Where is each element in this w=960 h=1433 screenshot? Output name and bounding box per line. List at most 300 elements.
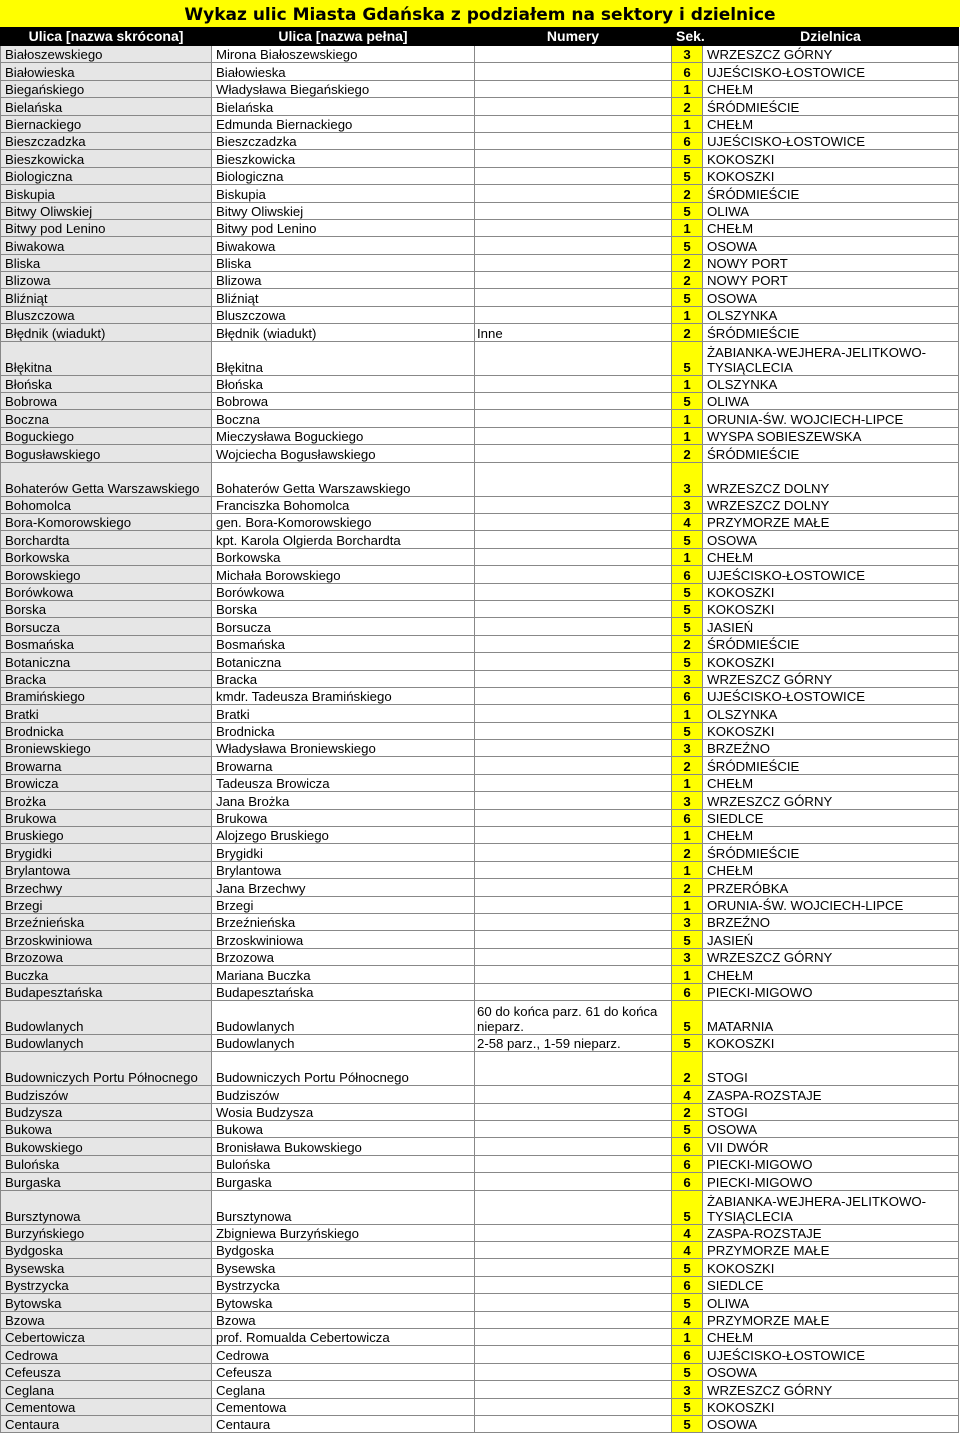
short-name-cell: Borkowska xyxy=(1,548,212,565)
short-name-cell: Bogusławskiego xyxy=(1,445,212,462)
full-name-cell: Białowieska xyxy=(212,63,475,80)
numbers-cell xyxy=(475,583,672,600)
full-name-cell: Brzoskwiniowa xyxy=(212,931,475,948)
full-name-cell: Borska xyxy=(212,600,475,617)
table-row xyxy=(1,375,959,392)
sector-cell: 4 xyxy=(672,1224,703,1241)
district-cell: CHEŁM xyxy=(703,966,959,983)
table-row xyxy=(1,931,959,948)
numbers-cell xyxy=(475,1381,672,1398)
short-name-cell: Biologiczna xyxy=(1,167,212,184)
sector-cell: 5 xyxy=(672,289,703,306)
table-row xyxy=(1,132,959,149)
district-cell: ŚRÓDMIEŚCIE xyxy=(703,98,959,115)
sector-cell: 6 xyxy=(672,1155,703,1172)
district-cell: ŚRÓDMIEŚCIE xyxy=(703,445,959,462)
numbers-cell xyxy=(475,1224,672,1241)
sector-cell: 5 xyxy=(672,653,703,670)
sector-cell: 1 xyxy=(672,410,703,427)
sector-cell: 2 xyxy=(672,757,703,774)
short-name-cell: Botaniczna xyxy=(1,653,212,670)
sector-cell: 1 xyxy=(672,1329,703,1346)
table-row xyxy=(1,115,959,132)
full-name-cell: Brylantowa xyxy=(212,861,475,878)
district-cell: JASIEŃ xyxy=(703,618,959,635)
full-name-cell: Bronisława Bukowskiego xyxy=(212,1138,475,1155)
full-name-cell: Bliska xyxy=(212,254,475,271)
sector-cell: 6 xyxy=(672,1346,703,1363)
sector-cell: 5 xyxy=(672,1398,703,1415)
district-cell: OSOWA xyxy=(703,1415,959,1432)
table-row xyxy=(1,1190,959,1224)
numbers-cell xyxy=(475,948,672,965)
sector-cell: 2 xyxy=(672,185,703,202)
district-cell: NOWY PORT xyxy=(703,272,959,289)
short-name-cell: Bieszkowicka xyxy=(1,150,212,167)
sector-cell: 1 xyxy=(672,705,703,722)
sector-cell: 2 xyxy=(672,324,703,341)
numbers-cell xyxy=(475,289,672,306)
table-row xyxy=(1,913,959,930)
table-row xyxy=(1,1381,959,1398)
numbers-cell xyxy=(475,966,672,983)
full-name-cell: gen. Bora-Komorowskiego xyxy=(212,513,475,530)
full-name-cell: Jana Brożka xyxy=(212,792,475,809)
sector-cell: 3 xyxy=(672,496,703,513)
sector-cell: 2 xyxy=(672,1052,703,1086)
district-cell: ŚRÓDMIEŚCIE xyxy=(703,757,959,774)
short-name-cell: Bora-Komorowskiego xyxy=(1,513,212,530)
full-name-cell: Błękitna xyxy=(212,341,475,375)
numbers-cell xyxy=(475,913,672,930)
short-name-cell: Bzowa xyxy=(1,1311,212,1328)
sector-cell: 6 xyxy=(672,1138,703,1155)
table-row xyxy=(1,566,959,583)
table-row xyxy=(1,445,959,462)
sector-cell: 6 xyxy=(672,63,703,80)
table-row xyxy=(1,1173,959,1190)
short-name-cell: Bramińskiego xyxy=(1,687,212,704)
numbers-cell xyxy=(475,185,672,202)
full-name-cell: Bliźniąt xyxy=(212,289,475,306)
sector-cell: 5 xyxy=(672,618,703,635)
full-name-cell: Botaniczna xyxy=(212,653,475,670)
district-cell: ŻABIANKA-WEJHERA-JELITKOWO-TYSIĄCLECIA xyxy=(703,1190,959,1224)
table-row xyxy=(1,757,959,774)
short-name-cell: Bukowskiego xyxy=(1,1138,212,1155)
full-name-cell: Bydgoska xyxy=(212,1242,475,1259)
district-cell: VII DWÓR xyxy=(703,1138,959,1155)
numbers-cell xyxy=(475,1121,672,1138)
numbers-cell xyxy=(475,618,672,635)
numbers-cell xyxy=(475,1052,672,1086)
sector-cell: 3 xyxy=(672,462,703,496)
district-cell: ZASPA-ROZSTAJE xyxy=(703,1224,959,1241)
numbers-cell xyxy=(475,722,672,739)
district-cell: KOKOSZKI xyxy=(703,1259,959,1276)
full-name-cell: Blizowa xyxy=(212,272,475,289)
short-name-cell: Bracka xyxy=(1,670,212,687)
full-name-cell: Brygidki xyxy=(212,844,475,861)
district-cell: ORUNIA-ŚW. WOJCIECH-LIPCE xyxy=(703,410,959,427)
numbers-cell xyxy=(475,896,672,913)
district-cell: UJEŚCISKO-ŁOSTOWICE xyxy=(703,566,959,583)
table-row xyxy=(1,1259,959,1276)
table-row xyxy=(1,324,959,341)
district-cell: ŻABIANKA-WEJHERA-JELITKOWO-TYSIĄCLECIA xyxy=(703,341,959,375)
district-cell: STOGI xyxy=(703,1103,959,1120)
numbers-cell xyxy=(475,462,672,496)
sector-cell: 1 xyxy=(672,115,703,132)
district-cell: CHEŁM xyxy=(703,827,959,844)
district-cell: KOKOSZKI xyxy=(703,583,959,600)
short-name-cell: Blizowa xyxy=(1,272,212,289)
table-row xyxy=(1,1363,959,1380)
numbers-cell xyxy=(475,1173,672,1190)
numbers-cell xyxy=(475,1190,672,1224)
district-cell: ZASPA-ROZSTAJE xyxy=(703,1086,959,1103)
short-name-cell: Boczna xyxy=(1,410,212,427)
district-cell: BRZEŹNO xyxy=(703,740,959,757)
short-name-cell: Bydgoska xyxy=(1,1242,212,1259)
table-row xyxy=(1,306,959,323)
sector-cell: 1 xyxy=(672,80,703,97)
sector-cell: 6 xyxy=(672,566,703,583)
short-name-cell: Bytowska xyxy=(1,1294,212,1311)
short-name-cell: Brygidki xyxy=(1,844,212,861)
table-row xyxy=(1,618,959,635)
short-name-cell: Bruskiego xyxy=(1,827,212,844)
table-row xyxy=(1,185,959,202)
district-cell: PRZERÓBKA xyxy=(703,879,959,896)
sector-cell: 3 xyxy=(672,740,703,757)
sector-cell: 5 xyxy=(672,1000,703,1034)
table-row xyxy=(1,254,959,271)
sector-cell: 6 xyxy=(672,1173,703,1190)
full-name-cell: Biskupia xyxy=(212,185,475,202)
short-name-cell: Browarna xyxy=(1,757,212,774)
short-name-cell: Budapesztańska xyxy=(1,983,212,1000)
district-cell: OSOWA xyxy=(703,289,959,306)
full-name-cell: Bobrowa xyxy=(212,393,475,410)
full-name-cell: Borkowska xyxy=(212,548,475,565)
full-name-cell: Borówkowa xyxy=(212,583,475,600)
sector-cell: 4 xyxy=(672,513,703,530)
numbers-cell xyxy=(475,1242,672,1259)
full-name-cell: Bitwy Oliwskiej xyxy=(212,202,475,219)
full-name-cell: Burgaska xyxy=(212,1173,475,1190)
sector-cell: 5 xyxy=(672,531,703,548)
short-name-cell: Brukowa xyxy=(1,809,212,826)
full-name-cell: prof. Romualda Cebertowicza xyxy=(212,1329,475,1346)
district-cell: STOGI xyxy=(703,1052,959,1086)
numbers-cell xyxy=(475,1346,672,1363)
numbers-cell xyxy=(475,1103,672,1120)
district-cell: UJEŚCISKO-ŁOSTOWICE xyxy=(703,687,959,704)
short-name-cell: Bohaterów Getta Warszawskiego xyxy=(1,462,212,496)
short-name-cell: Biskupia xyxy=(1,185,212,202)
numbers-cell xyxy=(475,1138,672,1155)
short-name-cell: Białoszewskiego xyxy=(1,46,212,63)
table-row xyxy=(1,879,959,896)
short-name-cell: Burgaska xyxy=(1,1173,212,1190)
short-name-cell: Browicza xyxy=(1,774,212,791)
table-row xyxy=(1,393,959,410)
sector-cell: 1 xyxy=(672,375,703,392)
district-cell: KOKOSZKI xyxy=(703,653,959,670)
short-name-cell: Biwakowa xyxy=(1,237,212,254)
full-name-cell: Cementowa xyxy=(212,1398,475,1415)
table-row xyxy=(1,1242,959,1259)
district-cell: ŚRÓDMIEŚCIE xyxy=(703,185,959,202)
short-name-cell: Bohomolca xyxy=(1,496,212,513)
numbers-cell xyxy=(475,272,672,289)
numbers-cell xyxy=(475,341,672,375)
full-name-cell: Bratki xyxy=(212,705,475,722)
sector-cell: 5 xyxy=(672,237,703,254)
full-name-cell: Budziszów xyxy=(212,1086,475,1103)
full-name-cell: Bitwy pod Lenino xyxy=(212,219,475,236)
district-cell: KOKOSZKI xyxy=(703,722,959,739)
full-name-cell: Jana Brzechwy xyxy=(212,879,475,896)
table-row xyxy=(1,583,959,600)
table-row xyxy=(1,1103,959,1120)
district-cell: KOKOSZKI xyxy=(703,167,959,184)
header-numbers: Numery xyxy=(475,28,672,46)
sector-cell: 5 xyxy=(672,1121,703,1138)
short-name-cell: Bitwy Oliwskiej xyxy=(1,202,212,219)
sector-cell: 3 xyxy=(672,948,703,965)
sector-cell: 5 xyxy=(672,583,703,600)
short-name-cell: Brożka xyxy=(1,792,212,809)
short-name-cell: Brodnicka xyxy=(1,722,212,739)
sector-cell: 1 xyxy=(672,427,703,444)
district-cell: OLIWA xyxy=(703,202,959,219)
sector-cell: 1 xyxy=(672,548,703,565)
district-cell: OSOWA xyxy=(703,1363,959,1380)
sector-cell: 1 xyxy=(672,219,703,236)
full-name-cell: Cedrowa xyxy=(212,1346,475,1363)
short-name-cell: Burzyńskiego xyxy=(1,1224,212,1241)
district-cell: UJEŚCISKO-ŁOSTOWICE xyxy=(703,1346,959,1363)
numbers-cell xyxy=(475,202,672,219)
short-name-cell: Brzozowa xyxy=(1,948,212,965)
header-full-name: Ulica [nazwa pełna] xyxy=(212,28,475,46)
short-name-cell: Budziszów xyxy=(1,1086,212,1103)
short-name-cell: Biernackiego xyxy=(1,115,212,132)
sector-cell: 5 xyxy=(672,1415,703,1432)
table-row xyxy=(1,844,959,861)
numbers-cell xyxy=(475,792,672,809)
district-cell: BRZEŹNO xyxy=(703,913,959,930)
sector-cell: 6 xyxy=(672,809,703,826)
short-name-cell: Borsucza xyxy=(1,618,212,635)
sector-cell: 2 xyxy=(672,445,703,462)
district-cell: ORUNIA-ŚW. WOJCIECH-LIPCE xyxy=(703,896,959,913)
numbers-cell xyxy=(475,983,672,1000)
full-name-cell: Brzeźnieńska xyxy=(212,913,475,930)
table-row xyxy=(1,1415,959,1432)
district-cell: WRZESZCZ GÓRNY xyxy=(703,46,959,63)
district-cell: SIEDLCE xyxy=(703,809,959,826)
table-row xyxy=(1,427,959,444)
numbers-cell xyxy=(475,653,672,670)
district-cell: ŚRÓDMIEŚCIE xyxy=(703,844,959,861)
full-name-cell: Michała Borowskiego xyxy=(212,566,475,583)
table-row xyxy=(1,1086,959,1103)
district-cell: MATARNIA xyxy=(703,1000,959,1034)
sector-cell: 5 xyxy=(672,393,703,410)
sector-cell: 5 xyxy=(672,1259,703,1276)
sector-cell: 1 xyxy=(672,966,703,983)
short-name-cell: Cebertowicza xyxy=(1,1329,212,1346)
district-cell: WRZESZCZ GÓRNY xyxy=(703,792,959,809)
full-name-cell: Tadeusza Browicza xyxy=(212,774,475,791)
full-name-cell: kpt. Karola Olgierda Borchardta xyxy=(212,531,475,548)
numbers-cell xyxy=(475,219,672,236)
full-name-cell: Brzegi xyxy=(212,896,475,913)
table-row xyxy=(1,202,959,219)
numbers-cell xyxy=(475,1398,672,1415)
sector-cell: 5 xyxy=(672,202,703,219)
district-cell: KOKOSZKI xyxy=(703,600,959,617)
table-row xyxy=(1,635,959,652)
sector-cell: 5 xyxy=(672,150,703,167)
full-name-cell: Bukowa xyxy=(212,1121,475,1138)
district-cell: UJEŚCISKO-ŁOSTOWICE xyxy=(703,132,959,149)
short-name-cell: Cedrowa xyxy=(1,1346,212,1363)
district-cell: PIECKI-MIGOWO xyxy=(703,983,959,1000)
table-row xyxy=(1,1398,959,1415)
short-name-cell: Błońska xyxy=(1,375,212,392)
numbers-cell xyxy=(475,393,672,410)
full-name-cell: Biologiczna xyxy=(212,167,475,184)
sector-cell: 5 xyxy=(672,167,703,184)
sector-cell: 3 xyxy=(672,913,703,930)
numbers-cell xyxy=(475,757,672,774)
full-name-cell: Biwakowa xyxy=(212,237,475,254)
numbers-cell xyxy=(475,132,672,149)
numbers-cell xyxy=(475,931,672,948)
district-cell: OSOWA xyxy=(703,1121,959,1138)
table-row xyxy=(1,46,959,63)
short-name-cell: Borówkowa xyxy=(1,583,212,600)
district-cell: CHEŁM xyxy=(703,774,959,791)
full-name-cell: Władysława Biegańskiego xyxy=(212,80,475,97)
short-name-cell: Brzechwy xyxy=(1,879,212,896)
table-row xyxy=(1,983,959,1000)
numbers-cell xyxy=(475,531,672,548)
short-name-cell: Brylantowa xyxy=(1,861,212,878)
sector-cell: 3 xyxy=(672,792,703,809)
table-row xyxy=(1,1346,959,1363)
sector-cell: 3 xyxy=(672,46,703,63)
header-district: Dzielnica xyxy=(703,28,959,46)
table-row xyxy=(1,705,959,722)
full-name-cell: Boczna xyxy=(212,410,475,427)
short-name-cell: Borska xyxy=(1,600,212,617)
table-row xyxy=(1,653,959,670)
numbers-cell: 2-58 parz., 1-59 nieparz. xyxy=(475,1034,672,1051)
numbers-cell xyxy=(475,1363,672,1380)
full-name-cell: Bracka xyxy=(212,670,475,687)
full-name-cell: Brodnicka xyxy=(212,722,475,739)
full-name-cell: Zbigniewa Burzyńskiego xyxy=(212,1224,475,1241)
header-row xyxy=(1,28,959,46)
numbers-cell xyxy=(475,115,672,132)
district-cell: KOKOSZKI xyxy=(703,150,959,167)
table-row xyxy=(1,722,959,739)
short-name-cell: Buczka xyxy=(1,966,212,983)
numbers-cell xyxy=(475,809,672,826)
table-row xyxy=(1,948,959,965)
numbers-cell xyxy=(475,98,672,115)
numbers-cell xyxy=(475,167,672,184)
sector-cell: 3 xyxy=(672,1381,703,1398)
short-name-cell: Bieszczadzka xyxy=(1,132,212,149)
sector-cell: 3 xyxy=(672,670,703,687)
full-name-cell: Edmunda Biernackiego xyxy=(212,115,475,132)
table-row xyxy=(1,1311,959,1328)
district-cell: PRZYMORZE MAŁE xyxy=(703,1311,959,1328)
numbers-cell xyxy=(475,46,672,63)
numbers-cell xyxy=(475,80,672,97)
full-name-cell: Wosia Budzysza xyxy=(212,1103,475,1120)
full-name-cell: Franciszka Bohomolca xyxy=(212,496,475,513)
short-name-cell: Cementowa xyxy=(1,1398,212,1415)
district-cell: UJEŚCISKO-ŁOSTOWICE xyxy=(703,63,959,80)
district-cell: KOKOSZKI xyxy=(703,1398,959,1415)
table-row xyxy=(1,1329,959,1346)
district-cell: PRZYMORZE MAŁE xyxy=(703,1242,959,1259)
numbers-cell xyxy=(475,150,672,167)
table-row xyxy=(1,827,959,844)
full-name-cell: kmdr. Tadeusza Bramińskiego xyxy=(212,687,475,704)
full-name-cell: Mirona Białoszewskiego xyxy=(212,46,475,63)
district-cell: OSOWA xyxy=(703,237,959,254)
short-name-cell: Bulońska xyxy=(1,1155,212,1172)
table-row xyxy=(1,861,959,878)
short-name-cell: Bratki xyxy=(1,705,212,722)
district-cell: OLIWA xyxy=(703,1294,959,1311)
short-name-cell: Budowlanych xyxy=(1,1000,212,1034)
numbers-cell xyxy=(475,1294,672,1311)
table-row xyxy=(1,1138,959,1155)
table-body xyxy=(1,46,959,1433)
short-name-cell: Bosmańska xyxy=(1,635,212,652)
numbers-cell xyxy=(475,513,672,530)
page-title: Wykaz ulic Miasta Gdańska z podziałem na sektory i dzielnice xyxy=(0,0,960,27)
table-row xyxy=(1,548,959,565)
sector-cell: 1 xyxy=(672,827,703,844)
numbers-cell xyxy=(475,774,672,791)
table-row xyxy=(1,272,959,289)
numbers-cell xyxy=(475,705,672,722)
sector-cell: 5 xyxy=(672,1190,703,1224)
district-cell: CHEŁM xyxy=(703,861,959,878)
sector-cell: 1 xyxy=(672,896,703,913)
short-name-cell: Budowniczych Portu Północnego xyxy=(1,1052,212,1086)
sector-cell: 4 xyxy=(672,1311,703,1328)
sector-cell: 5 xyxy=(672,341,703,375)
numbers-cell xyxy=(475,600,672,617)
short-name-cell: Bukowa xyxy=(1,1121,212,1138)
sector-cell: 1 xyxy=(672,306,703,323)
numbers-cell xyxy=(475,566,672,583)
full-name-cell: Błędnik (wiadukt) xyxy=(212,324,475,341)
header-short-name: Ulica [nazwa skrócona] xyxy=(1,28,212,46)
district-cell: CHEŁM xyxy=(703,80,959,97)
